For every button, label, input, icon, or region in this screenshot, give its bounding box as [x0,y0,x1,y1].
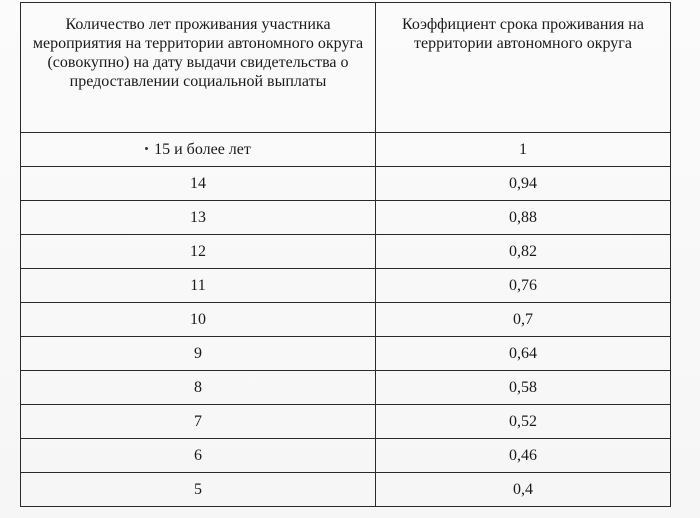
coefficient-cell: 0,58 [376,371,671,405]
years-value: 15 и более лет [154,141,251,158]
years-cell: 5 [21,473,376,507]
header-residence-coefficient: Коэффициент срока проживания на территории автономного округа [376,3,671,133]
years-cell: 7 [21,405,376,439]
header-years-of-residence: Количество лет проживания участника мероприятия на территории автономного округа (совокупно) на дату выдачи свидетельства о предоставлении социальной выплаты [21,3,376,133]
table-row [21,133,671,167]
years-cell: 6 [21,439,376,473]
years-cell: 10 [21,303,376,337]
table-row [21,405,671,439]
coefficient-cell: 0,46 [376,439,671,473]
coefficient-cell: 0,4 [376,473,671,507]
years-cell: 13 [21,201,376,235]
coefficient-cell: 0,52 [376,405,671,439]
years-cell: 12 [21,235,376,269]
table-row [21,201,671,235]
table-row [21,439,671,473]
coefficient-cell: 0,76 [376,269,671,303]
table-row [21,473,671,507]
coefficient-cell: 0,82 [376,235,671,269]
table-row [21,303,671,337]
table-row [21,269,671,303]
table-row [21,235,671,269]
coefficient-cell: 0,94 [376,167,671,201]
table-header-row [21,3,671,133]
scan-speck [145,147,148,150]
residence-coefficient-table [20,2,671,507]
years-cell: 14 [21,167,376,201]
table-row [21,371,671,405]
coefficient-cell: 0,88 [376,201,671,235]
years-cell: 9 [21,337,376,371]
coefficient-cell: 0,7 [376,303,671,337]
years-cell: 11 [21,269,376,303]
coefficient-cell: 0,64 [376,337,671,371]
table-row [21,167,671,201]
years-cell: 8 [21,371,376,405]
table-row [21,337,671,371]
coefficient-cell: 1 [376,133,671,167]
years-cell [21,133,376,167]
